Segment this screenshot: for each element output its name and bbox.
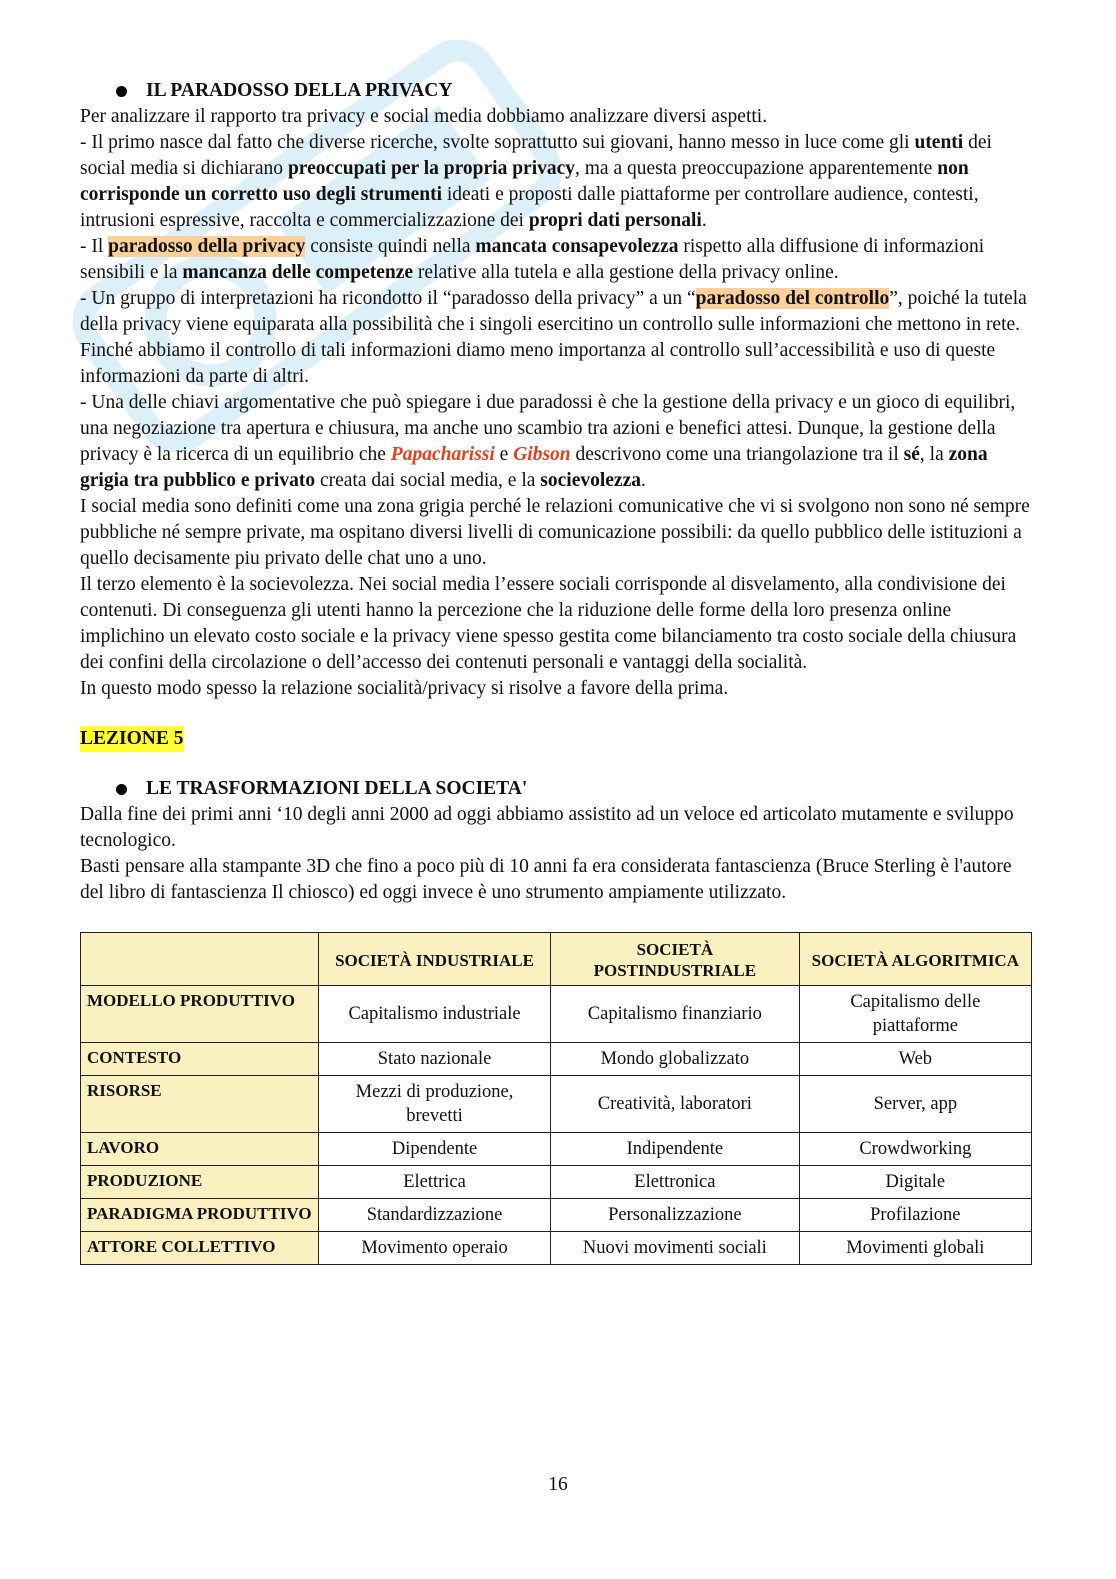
highlight-privacy-paradox: paradosso della privacy [108, 236, 306, 257]
paragraph-control-paradox: - Un gruppo di interpretazioni ha ricondotto il “paradosso della privacy” a un “paradosso del controllo”, poiché la tutela della privacy viene equiparata alla possibilità che i singoli esercitino un controllo sulle informazioni che mettono in rete. Finché abbiamo il controllo di tali informazioni diamo meno importanza al controllo sull’accessibilità e uso di queste informazioni da parte di altri. [80, 288, 1027, 387]
table-row [81, 1043, 1032, 1076]
table-cell: Indipendente [551, 1133, 800, 1166]
paragraph-intro: Per analizzare il rapporto tra privacy e social media dobbiamo analizzare diversi aspetti. [80, 106, 768, 127]
table-cell: Dipendente [319, 1133, 551, 1166]
column-header: SOCIETÀ ALGORITMICA [799, 933, 1031, 986]
table-cell: Profilazione [799, 1199, 1031, 1232]
column-header: SOCIETÀ INDUSTRIALE [319, 933, 551, 986]
table-cell: Digitale [799, 1166, 1031, 1199]
paragraph-triangulation: - Una delle chiavi argomentative che può spiegare i due paradossi è che la gestione della privacy e un gioco di equilibri, una negoziazione tra apertura e chiusura, ma anche uno scambio tra azioni e benefici attesi. Dunque, la gestione della privacy è la ricerca di un equilibrio che Papacharissi e Gibson descrivono come una triangolazione tra il sé, la zona grigia tra pubblico e privato creata dai social media, e la socievolezza. [80, 392, 1016, 491]
document-page [80, 78, 1040, 1265]
table-cell: Standardizzazione [319, 1199, 551, 1232]
table-cell: Mezzi di produzione, brevetti [319, 1076, 551, 1133]
highlight-control-paradox: paradosso del controllo [695, 288, 890, 309]
row-header: ATTORE COLLETTIVO [81, 1232, 319, 1265]
table-cell: Elettrica [319, 1166, 551, 1199]
paragraph-privacy-paradox: - Il paradosso della privacy consiste quindi nella mancata consapevolezza rispetto alla diffusione di informazioni sensibili e la mancanza delle competenze relative alla tutela e alla gestione della privacy online. [80, 236, 985, 283]
lesson-title: LEZIONE 5 [80, 726, 184, 752]
row-header: MODELLO PRODUTTIVO [81, 986, 319, 1043]
row-header: PARADIGMA PRODUTTIVO [81, 1199, 319, 1232]
table-row [81, 1166, 1032, 1199]
bullet-icon [116, 784, 127, 795]
table-cell: Crowdworking [799, 1133, 1031, 1166]
table-cell: Capitalismo finanziario [551, 986, 800, 1043]
row-header: PRODUZIONE [81, 1166, 319, 1199]
row-header: RISORSE [81, 1076, 319, 1133]
table-cell: Personalizzazione [551, 1199, 800, 1232]
paragraph-tech-development: Dalla fine dei primi anni ‘10 degli anni 2000 ad oggi abbiamo assistito ad un veloce ed articolato mutamente e sviluppo tecnologico. [80, 804, 1014, 851]
table-cell: Capitalismo industriale [319, 986, 551, 1043]
paragraph-grey-zone: I social media sono definiti come una zona grigia perché le relazioni comunicative che vi si svolgono non sono né sempre pubbliche né sempre private, ma ospitano diversi livelli di comunicazione possibili: da quello pubblico delle istituzioni a quello decisamente piu privato delle chat uno a uno. [80, 496, 1030, 569]
column-header: SOCIETÀ POSTINDUSTRIALE [551, 933, 800, 986]
row-header: LAVORO [81, 1133, 319, 1166]
table-row [81, 1199, 1032, 1232]
author-name: Gibson [513, 444, 571, 465]
bullet-icon [116, 86, 127, 97]
table-cell: Web [799, 1043, 1031, 1076]
paragraph-sociability: Il terzo elemento è la socievolezza. Nei social media l’essere sociali corrisponde al disvelamento, alla condivisione dei contenuti. Di conseguenza gli utenti hanno la percezione che la riduzione delle forme della loro presenza online implichino un elevato costo sociale e la privacy viene spesso gestita come bilanciamento tra costo sociale della chiusura dei confini della circolazione o dell’accesso dei contenuti personali e vantaggi della socialità. [80, 574, 1017, 673]
table-cell: Movimenti globali [799, 1232, 1031, 1265]
table-cell: Server, app [799, 1076, 1031, 1133]
table-row [81, 986, 1032, 1043]
table-cell: Nuovi movimenti sociali [551, 1232, 800, 1265]
society-comparison-table [80, 932, 1032, 1265]
table-cell: Mondo globalizzato [551, 1043, 800, 1076]
section-heading-transformations: LE TRASFORMAZIONI DELLA SOCIETA' [80, 776, 1040, 802]
page-number: 16 [548, 1474, 568, 1495]
table-corner-cell [81, 933, 319, 986]
table-cell: Creatività, laboratori [551, 1076, 800, 1133]
paragraph-3d-printer: Basti pensare alla stampante 3D che fino a poco più di 10 anni fa era considerata fantascienza (Bruce Sterling è l'autore del libro di fantascienza Il chiosco) ed oggi invece è uno strumento ampiamente utilizzato. [80, 856, 1012, 903]
paragraph-conclusion: In questo modo spesso la relazione socialità/privacy si risolve a favore della prima. [80, 678, 729, 699]
author-name: Papacharissi [390, 444, 495, 465]
section-heading-privacy: IL PARADOSSO DELLA PRIVACY [80, 78, 1040, 104]
table-header-row [81, 933, 1032, 986]
paragraph-first-aspect: - Il primo nasce dal fatto che diverse ricerche, svolte soprattutto sui giovani, hanno messo in luce come gli utenti dei social media si dichiarano preoccupati per la propria privacy, ma a questa preoccupazione apparentemente non corrisponde un corretto uso degli strumenti ideati e proposti dalle piattaforme per controllare audience, contesti, intrusioni espressive, raccolta e commercializzazione dei propri dati personali. [80, 132, 992, 231]
table-cell: Movimento operaio [319, 1232, 551, 1265]
table-row [81, 1232, 1032, 1265]
row-header: CONTESTO [81, 1043, 319, 1076]
table-row [81, 1133, 1032, 1166]
table-cell: Capitalismo delle piattaforme [799, 986, 1031, 1043]
table-row [81, 1076, 1032, 1133]
table-cell: Stato nazionale [319, 1043, 551, 1076]
table-cell: Elettronica [551, 1166, 800, 1199]
